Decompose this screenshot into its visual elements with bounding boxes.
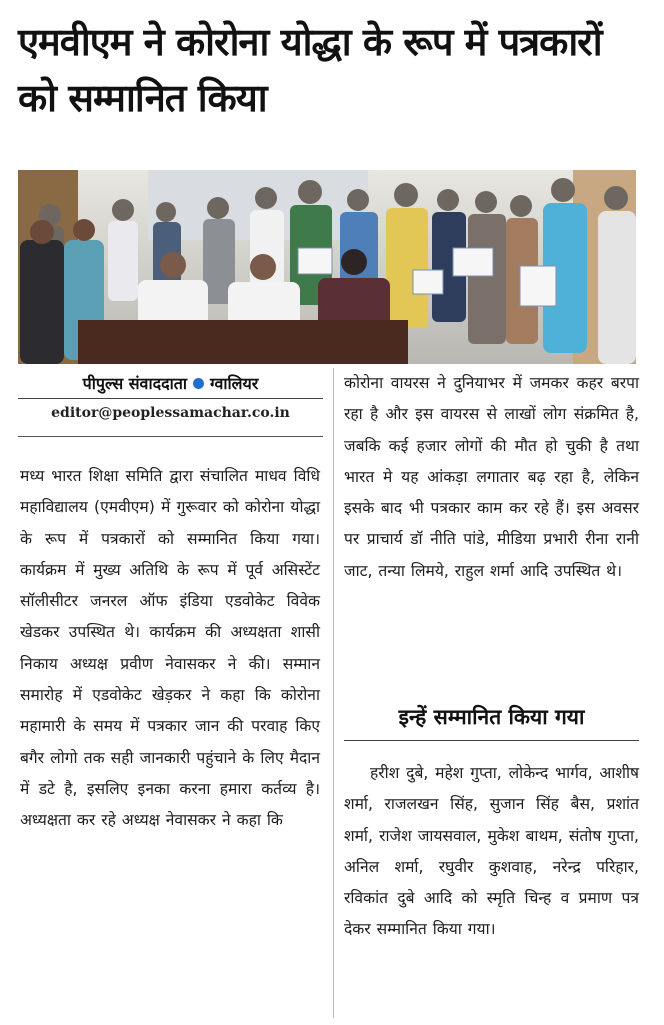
honorees-subheading: इन्हें सम्मानित किया गया bbox=[398, 705, 585, 729]
reporter-email: editor@peoplessamachar.co.in bbox=[51, 405, 290, 421]
subheading-divider bbox=[344, 740, 639, 741]
reporter-name: पीपुल्स संवाददाता bbox=[82, 374, 187, 393]
body-text-left-column: मध्य भारत शिक्षा समिति द्वारा संचालित माधव विधि महाविद्यालय (एमवीएम) में गुरूवार को कोरोना योद्धा के रूप में पत्रकारों को सम्मानित किया गया। कार्यक्रम में मुख्य अतिथि के रूप में पूर्व असिस्टेंट सॉलीसीटर जनरल ऑफ इंडिया एडवोकेट विवेक खेडकर उपस्थित थे। कार्यक्रम की अध्यक्षता शासी निकाय अध्यक्ष प्रवीण नेवासकर ने की। सम्मान समारोह में एडवोकेट खेड़कर ने कहा कि कोरोना महामारी के समय में पत्रकार जान की परवाह किए बगैर लोगो तक सही जानकारी पहुंचाने के लिए मैदान में डटे है, इसलिए इनका करना हमारा कर्तव्य है। अध्यक्षता कर रहे अध्यक्ष नेवासकर ने कहा कि bbox=[20, 467, 320, 830]
bullet-dot-icon bbox=[193, 378, 204, 389]
email-divider bbox=[18, 436, 323, 437]
body-text-right-column: कोरोना वायरस ने दुनियाभर में जमकर कहर बरपा रहा है और इस वायरस से लाखों लोग संक्रमित है, जबकि कई हजार लोगों की मौत हो चुकी है तथा भारत मे यह आंकड़ा लगातार बढ़ रहा है, लेकिन इसके बाद भी पत्रकार काम कर रहे हैं। इस अवसर पर प्राचार्य डॉ नीति पांडे, मीडिया प्रभारी रीना रानी जाट, तन्या लिमये, राहुल शर्मा आदि उपस्थित थे। bbox=[344, 374, 639, 580]
group-photo-illustration bbox=[18, 170, 636, 364]
column-divider bbox=[333, 368, 334, 1018]
event-photo bbox=[18, 170, 636, 364]
city-name: ग्वालियर bbox=[210, 374, 259, 393]
honorees-list: हरीश दुबे, महेश गुप्ता, लोकेन्द भार्गव, आशीष शर्मा, राजलखन सिंह, सुजान सिंह बैस, प्रशांत शर्मा, राजेश जायसवाल, मुकेश बाथम, संतोष गुप्ता, अनिल शर्मा, रघुवीर कुशवाह, नरेन्द्र परिहार, रविकांत दुबे आदि को स्मृति चिन्ह व प्रमाण पत्र देकर सम्मानित किया गया। bbox=[344, 764, 639, 939]
headline: एमवीएम ने कोरोना योद्धा के रूप में पत्रकारों को सम्मानित किया bbox=[18, 20, 602, 120]
byline bbox=[18, 368, 323, 399]
